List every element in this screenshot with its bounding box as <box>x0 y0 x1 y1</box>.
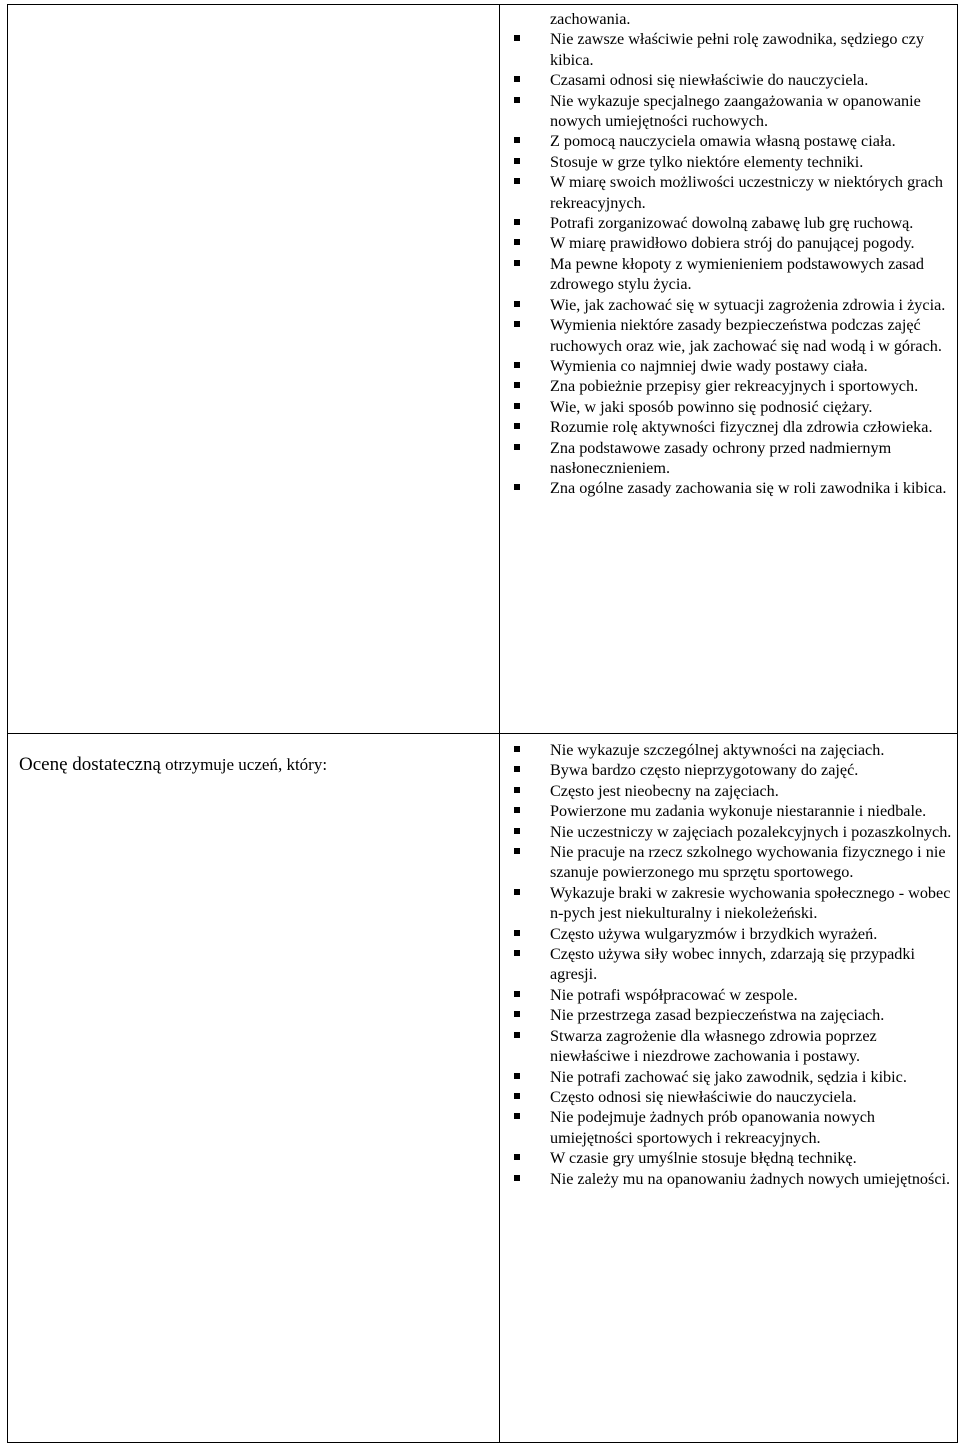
criteria-cell-top <box>500 5 958 734</box>
list-item <box>550 254 957 295</box>
list-item-text: Nie zawsze właściwie pełni rolę zawodnika, sędziego czy kibica. <box>550 30 924 69</box>
list-item-text: Wymienia niektóre zasady bezpieczeństwa podczas zajęć ruchowych oraz wie, jak zachować się nad wodą i w górach. <box>550 316 942 355</box>
list-item <box>550 172 957 213</box>
square-bullet-icon <box>514 403 520 409</box>
criteria-list-top <box>500 5 957 499</box>
square-bullet-icon <box>514 260 520 266</box>
list-item-text: Zna pobieżnie przepisy gier rekreacyjnych i sportowych. <box>550 377 919 396</box>
list-item <box>550 438 957 479</box>
list-item <box>550 1087 957 1107</box>
square-bullet-icon <box>514 930 520 936</box>
list-item-text: Wie, jak zachować się w sytuacji zagrożenia zdrowia i życia. <box>550 295 946 314</box>
list-item <box>550 295 957 315</box>
square-bullet-icon <box>514 362 520 368</box>
list-item-text: Nie przestrzega zasad bezpieczeństwa na zajęciach. <box>550 1006 885 1025</box>
square-bullet-icon <box>514 158 520 164</box>
square-bullet-icon <box>514 848 520 854</box>
list-item-text: Nie podejmuje żadnych prób opanowania nowych umiejętności sportowych i rekreacyjnych. <box>550 1108 875 1147</box>
list-item-text: Często używa wulgaryzmów i brzydkich wyrażeń. <box>550 924 878 943</box>
list-item <box>550 1148 957 1168</box>
square-bullet-icon <box>514 1032 520 1038</box>
list-item <box>550 397 957 417</box>
list-item <box>550 1067 957 1087</box>
list-item <box>550 1005 957 1025</box>
square-bullet-icon <box>514 321 520 327</box>
list-item-continuation <box>550 9 957 29</box>
list-item <box>550 842 957 883</box>
list-item <box>550 1169 957 1189</box>
criteria-list-bottom <box>500 734 957 1189</box>
list-item-text: Nie potrafi współpracować w zespole. <box>550 985 798 1004</box>
square-bullet-icon <box>514 991 520 997</box>
list-item-text: Czasami odnosi się niewłaściwie do nauczyciela. <box>550 71 869 90</box>
list-item-text: Stosuje w grze tylko niektóre elementy techniki. <box>550 152 864 171</box>
table-row <box>8 5 958 734</box>
list-item-text: Potrafi zorganizować dowolną zabawę lub grę ruchową. <box>550 214 914 233</box>
list-item-text: Nie wykazuje specjalnego zaangażowania w opanowanie nowych umiejętności ruchowych. <box>550 91 921 131</box>
list-item-text: Wie, w jaki sposób powinno się podnosić ciężary. <box>550 397 873 416</box>
list-item-text: Często używa siły wobec innych, zdarzają się przypadki agresji. <box>550 945 915 984</box>
list-item <box>550 29 957 70</box>
square-bullet-icon <box>514 1073 520 1079</box>
square-bullet-icon <box>514 828 520 834</box>
square-bullet-icon <box>514 76 520 82</box>
list-item-text: Rozumie rolę aktywności fizycznej dla zdrowia człowieka. <box>550 418 933 437</box>
list-item <box>550 944 957 985</box>
list-item-text: Nie uczestniczy w zajęciach pozalekcyjnych i pozaszkolnych. <box>550 822 952 841</box>
list-item-text: Zna podstawowe zasady ochrony przed nadmiernym nasłonecznieniem. <box>550 438 892 477</box>
list-item <box>550 1107 957 1148</box>
list-item-text: W miarę prawidłowo dobiera strój do panującej pogody. <box>550 234 915 253</box>
list-item <box>550 781 957 801</box>
list-item <box>550 924 957 944</box>
list-item-text: Często odnosi się niewłaściwie do nauczyciela. <box>550 1087 857 1106</box>
list-item-text: Stwarza zagrożenie dla własnego zdrowia poprzez niewłaściwe i niezdrowe zachowania i postawy. <box>550 1026 877 1066</box>
square-bullet-icon <box>514 950 520 956</box>
list-item-text: Wymienia co najmniej dwie wady postawy ciała. <box>550 356 868 375</box>
list-item <box>550 356 957 376</box>
list-item-text: Nie wykazuje szczególnej aktywności na zajęciach. <box>550 741 885 759</box>
list-item-text: Bywa bardzo często nieprzygotowany do zajęć. <box>550 761 859 780</box>
square-bullet-icon <box>514 239 520 245</box>
square-bullet-icon <box>514 382 520 388</box>
square-bullet-icon <box>514 301 520 307</box>
list-item-text: Ma pewne kłopoty z wymienieniem podstawowych zasad zdrowego stylu życia. <box>550 254 925 294</box>
list-item <box>550 822 957 842</box>
list-item <box>550 478 957 498</box>
list-item <box>550 91 957 132</box>
square-bullet-icon <box>514 35 520 41</box>
square-bullet-icon <box>514 1093 520 1099</box>
square-bullet-icon <box>514 137 520 143</box>
grade-label <box>19 754 327 776</box>
list-item-text: W czasie gry umyślnie stosuje błędną technikę. <box>550 1149 857 1168</box>
list-item-text: W miarę swoich możliwości uczestniczy w niektórych grach rekreacyjnych. <box>550 173 944 212</box>
list-item <box>550 1026 957 1067</box>
list-item-text: Nie zależy mu na opanowaniu żadnych nowych umiejętności. <box>550 1169 951 1188</box>
grade-label-cell <box>8 734 500 1443</box>
list-item <box>550 213 957 233</box>
list-item <box>550 883 957 924</box>
table-row <box>8 734 958 1443</box>
list-item-text: Nie potrafi zachować się jako zawodnik, sędzia i kibic. <box>550 1067 907 1086</box>
list-item-text: Zna ogólne zasady zachowania się w roli zawodnika i kibica. <box>550 479 947 498</box>
list-item <box>550 131 957 151</box>
list-item <box>550 70 957 90</box>
list-item-text: Wykazuje braki w zakresie wychowania społecznego - wobec n-pych jest niekulturalny i niekoleżeński. <box>550 883 951 923</box>
square-bullet-icon <box>514 889 520 895</box>
grade-criteria-table <box>7 4 958 1443</box>
list-item <box>550 801 957 821</box>
grade-label-bold: Ocenę dostateczną <box>19 754 161 775</box>
list-item <box>550 376 957 396</box>
list-item-text: Z pomocą nauczyciela omawia własną postawę ciała. <box>550 132 896 151</box>
grade-label-cell-empty <box>8 5 500 734</box>
square-bullet-icon <box>514 444 520 450</box>
square-bullet-icon <box>514 746 520 752</box>
list-item <box>550 740 957 760</box>
list-item-text: Często jest nieobecny na zajęciach. <box>550 781 779 800</box>
list-item <box>550 417 957 437</box>
square-bullet-icon <box>514 1113 520 1119</box>
square-bullet-icon <box>514 807 520 813</box>
list-item <box>550 152 957 172</box>
list-item-text: Powierzone mu zadania wykonuje niestarannie i niedbale. <box>550 802 927 821</box>
square-bullet-icon <box>514 1175 520 1181</box>
square-bullet-icon <box>514 1154 520 1160</box>
square-bullet-icon <box>514 787 520 793</box>
list-item <box>550 760 957 780</box>
square-bullet-icon <box>514 423 520 429</box>
list-item-text: Nie pracuje na rzecz szkolnego wychowania fizycznego i nie szanuje powierzonego mu sprzętu sportowego. <box>550 843 946 882</box>
square-bullet-icon <box>514 178 520 184</box>
square-bullet-icon <box>514 766 520 772</box>
list-item <box>550 233 957 253</box>
list-item <box>550 985 957 1005</box>
criteria-cell-bottom <box>500 734 958 1443</box>
list-item-text: zachowania. <box>550 10 631 28</box>
list-item <box>550 315 957 356</box>
square-bullet-icon <box>514 97 520 103</box>
square-bullet-icon <box>514 1011 520 1017</box>
grade-label-rest: otrzymuje uczeń, który: <box>160 755 328 774</box>
square-bullet-icon <box>514 219 520 225</box>
square-bullet-icon <box>514 484 520 490</box>
